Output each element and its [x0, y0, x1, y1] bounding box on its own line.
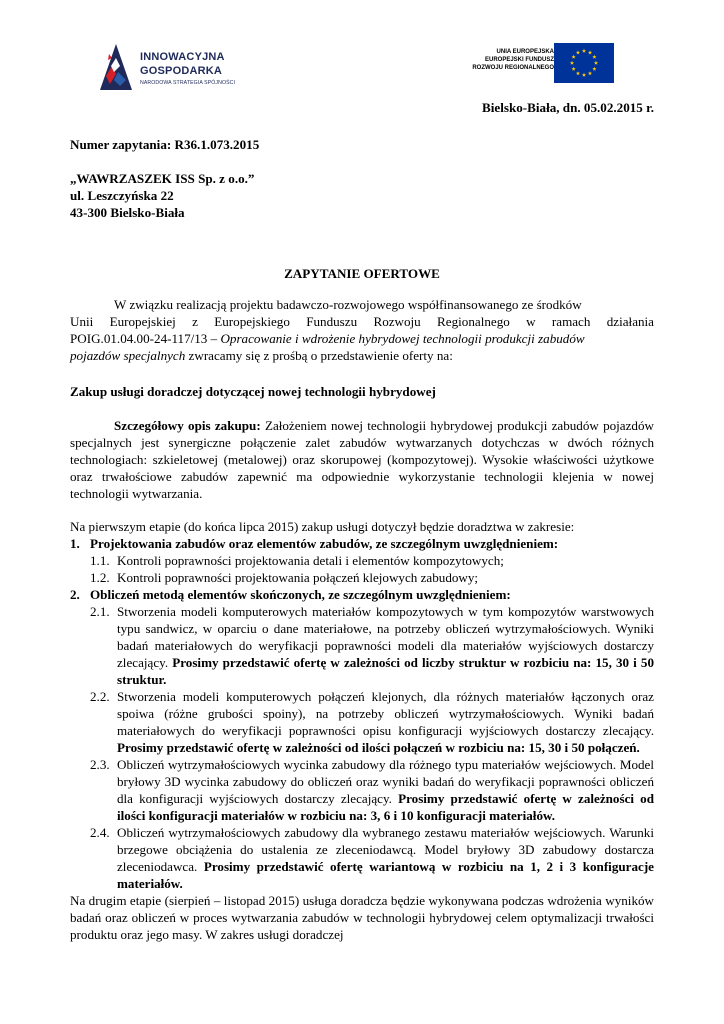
sub-item-offer-request: Prosimy przedstawić ofertę wariantową w rozbiciu na 1, 2 i 3 konfiguracje materiałów.: [117, 859, 654, 891]
recipient-name: „WAWRZASZEK ISS Sp. z o.o.”: [70, 171, 255, 186]
scope-list: [70, 535, 654, 943]
sub-list-item: [70, 688, 654, 756]
logo-line-innowacyjna: INNOWACYJNA: [140, 51, 225, 63]
page-title: ZAPYTANIE OFERTOWE: [284, 266, 440, 281]
eu-logo-line2: EUROPEJSKI FUNDUSZ: [484, 57, 554, 63]
eu-logo-line3: ROZWOJU REGIONALNEGO: [472, 65, 554, 71]
sub-list-item: [70, 756, 654, 824]
sub-item-body: [117, 824, 654, 892]
sub-item-text: Obliczeń wytrzymałościowych wycinka zabudowy dla różnego typu materiałów wejściowych. Model bryłowy 3D wycinka zabudowy do obliczeń oraz wyniki badań do weryfikacji poprawności obliczeń dla konfiguracji wyjściowych dostarczy zlecający.: [117, 757, 654, 806]
intro-line-2: Unii Europejskiej z Europejskiego Funduszu Rozwoju Regionalnego w ramach działania: [70, 314, 654, 329]
sub-list-item: [70, 824, 654, 892]
innovation-logo-icon: [100, 44, 132, 90]
sub-item-text: Obliczeń wytrzymałościowych zabudowy dla wybranego zestawu materiałów wejściowych. Warunki brzegowe obciążenia do ustalenia ze zleceniodawcą. Model bryłowy 3D zabudowy dostarcza zleceniodawca.: [117, 825, 654, 874]
eu-logo: [458, 42, 620, 86]
innowacyjna-gospodarka-logo: [84, 30, 244, 106]
intro-project-title: Opracowanie i wdrożenie hybrydowej technologii produkcji zabudów: [220, 331, 585, 346]
sub-list-item: [70, 552, 654, 569]
sub-item-number: 1.2.: [90, 570, 110, 585]
eu-logo-line1: UNIA EUROPEJSKA: [496, 49, 554, 55]
list-item-title: Projektowania zabudów oraz elementów zabudów, ze szczególnym uwzględnieniem:: [90, 536, 559, 551]
intro-line-1: W związku realizacją projektu badawczo-rozwojowego współfinansowanego ze środków: [114, 297, 582, 312]
recipient-address: [70, 170, 654, 221]
recipient-street: ul. Leszczyńska 22: [70, 188, 174, 203]
sub-item-number: 2.3.: [90, 757, 110, 772]
sub-item-text: Stworzenia modeli komputerowych połączeń klejonych, dla różnych materiałów łączonych oraz spoiwa (różne grubości spoiny), na potrzeby obliczeń wytrzymałościowych. Wyniki badań materiałowych do weryfikacji poprawności opisu konfiguracji wyjściowych dostarczy zlecający.: [117, 689, 654, 738]
eu-flag-icon: [554, 43, 614, 83]
sub-list-item: [70, 603, 654, 688]
logo-line-strategia: NARODOWA STRATEGIA SPÓJNOŚCI: [140, 80, 236, 86]
intro-project-title-end: pojazdów specjalnych: [70, 348, 186, 363]
recipient-city: 43-300 Bielsko-Biała: [70, 205, 185, 220]
sub-item-number: 2.1.: [90, 604, 110, 619]
inquiry-number: Numer zapytania: R36.1.073.2015: [70, 137, 260, 152]
sub-item-offer-request: Prosimy przedstawić ofertę w zależności od ilości konfiguracji materiałów w rozbiciu na: 3, 6 i 10 konfiguracji materiałów.: [117, 791, 654, 823]
list-item-number: 2.: [70, 587, 80, 602]
sub-item-text: Stworzenia modeli komputerowych materiałów kompozytowych w tym kompozytów warstwowych typu sandwicz, w oparciu o dane materiałowe, na potrzeby obliczeń wytrzymałościowych. Wyniki badań materiałowych do weryfikacji poprawności modeli dla materiałów wyjściowych dostarczy zlecający.: [117, 604, 654, 670]
sub-item-number: 1.1.: [90, 553, 110, 568]
sub-item-text: Kontroli poprawności projektowania detali i elementów kompozytowych;: [117, 553, 504, 568]
description-label: Szczegółowy opis zakupu:: [114, 418, 261, 433]
intro-paragraph: [70, 296, 654, 364]
sub-list-item: [70, 569, 654, 586]
eu-logo-text: [472, 48, 554, 72]
intro-request: zwracamy się z prośbą o przedstawienie oferty na:: [185, 348, 453, 363]
sub-item-number: 2.4.: [90, 825, 110, 840]
stage2-paragraph: Na drugim etapie (sierpień – listopad 2015) usługa doradcza będzie wykonywana podczas wdrożenia wyników badań oraz obliczeń w proces wytwarzania zabudów w technologii hybrydowej celem optymalizacji trwałości produktu oraz jego masy. W zakres usługi doradczej: [70, 893, 654, 942]
sub-item-body: [117, 688, 654, 756]
date-line: Bielsko-Biała, dn. 05.02.2015 r.: [482, 100, 654, 115]
subject-heading: Zakup usługi doradczej dotyczącej nowej technologii hybrydowej: [70, 384, 436, 399]
intro-project-code: POIG.01.04.00-24-117/13 –: [70, 331, 221, 346]
list-item-title: Obliczeń metodą elementów skończonych, ze szczególnym uwzględnieniem:: [90, 587, 511, 602]
sub-item-body: [117, 603, 654, 688]
intro-line-3: [70, 330, 654, 347]
description-paragraph: [70, 417, 654, 502]
sub-item-text: Kontroli poprawności projektowania połączeń klejowych zabudowy;: [117, 570, 479, 585]
list-item: [70, 586, 654, 603]
description-text: Założeniem nowej technologii hybrydowej produkcji zabudów pojazdów specjalnych jest synergiczne połączenie zalet zabudów wytwarzanych dotychczas w dwóch różnych technologiach: szkieletowej (metalowej) oraz skorupowej (kompozytowej). Wysokie właściwości użytkowe oraz trwałościowe zabudów zapewnić ma odpowiednie wykorzystanie technologii klejenia w nowej technologii wytwarzania.: [70, 418, 654, 501]
intro-line-4: [70, 347, 654, 364]
list-item: [70, 535, 654, 552]
logo-line-gospodarka: GOSPODARKA: [140, 65, 223, 77]
stage1-intro: Na pierwszym etapie (do końca lipca 2015) zakup usługi dotyczył będzie doradztwa w zakresie:: [70, 519, 575, 534]
list-item-number: 1.: [70, 536, 80, 551]
sub-item-number: 2.2.: [90, 689, 110, 704]
sub-item-offer-request: Prosimy przedstawić ofertę w zależności od ilości połączeń w rozbiciu na: 15, 30 i 50 połączeń.: [117, 740, 640, 755]
sub-item-body: [117, 756, 654, 824]
sub-item-offer-request: Prosimy przedstawić ofertę w zależności od liczby struktur w rozbiciu na: 15, 30 i 50 struktur.: [117, 655, 654, 687]
